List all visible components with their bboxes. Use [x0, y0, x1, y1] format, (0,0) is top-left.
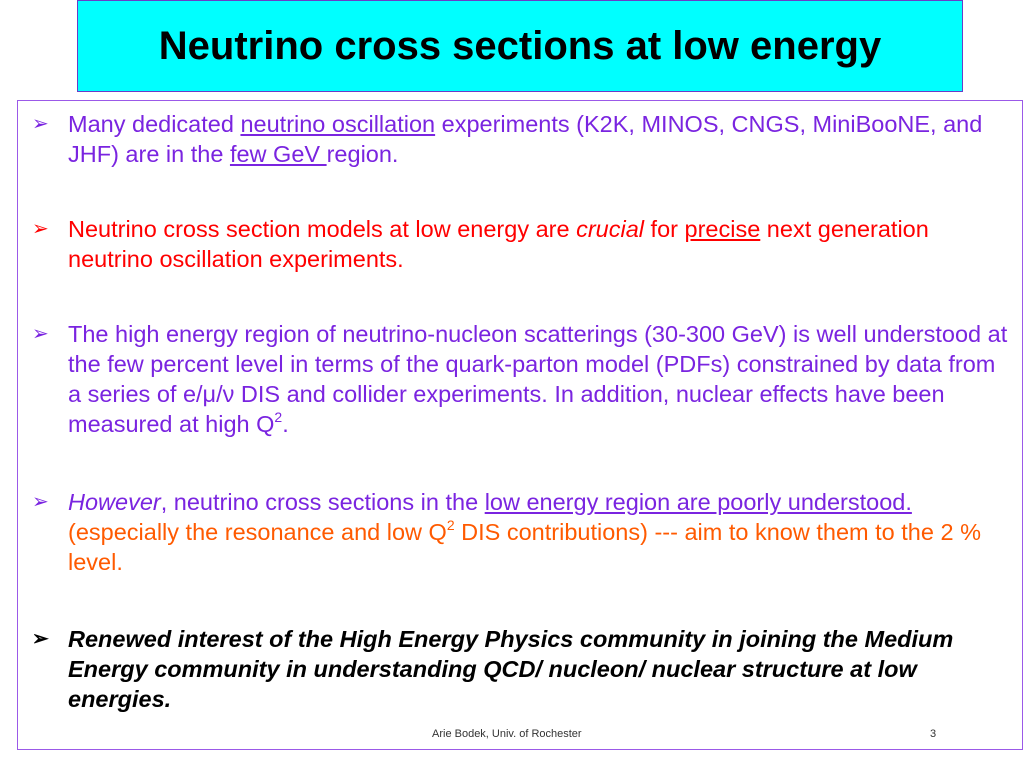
bullet-5	[32, 624, 1014, 714]
underlined-term: low energy region are poorly understood.	[484, 489, 912, 515]
text-segment: for	[644, 216, 685, 242]
arrow-right-icon: ➢	[32, 491, 49, 513]
italic-term: crucial	[576, 216, 645, 242]
bullet-5-text: Renewed interest of the High Energy Physics community in joining the Medium Energy community in understanding QCD/ nucleon/ nuclear structure at low energies.	[68, 626, 954, 712]
bullet-2	[32, 214, 1014, 274]
bullet-4	[32, 487, 1014, 577]
superscript: 2	[274, 409, 283, 425]
text-segment: region.	[326, 141, 399, 167]
content-box	[17, 100, 1023, 750]
footer-author: Arie Bodek, Univ. of Rochester	[432, 728, 582, 740]
text-segment: , neutrino cross sections in the	[160, 489, 485, 515]
italic-term: However	[68, 489, 161, 515]
text-segment: DIS contributions) --- aim to know them to the 2 % level.	[68, 519, 981, 575]
superscript: 2	[446, 517, 455, 533]
footer-page-number: 3	[930, 728, 937, 740]
underlined-term: few GeV	[229, 141, 327, 167]
text-segment: (especially the resonance and low Q	[68, 519, 447, 545]
arrow-right-icon: ➢	[32, 113, 49, 135]
text-segment: next generation neutrino oscillation experiments.	[68, 216, 929, 272]
text-segment: .	[282, 411, 289, 437]
text-segment: Many dedicated	[68, 111, 241, 137]
text-segment: The high energy region of neutrino-nucleon scatterings (30-300 GeV) is well understood at the few percent level in terms of the quark-parton model (PDFs) constrained by data from a series of e/μ/ν DIS and collider experiments. In addition, nuclear effects have been measured at high Q	[68, 321, 1008, 437]
bullet-2-text	[68, 214, 1014, 274]
text-segment: Neutrino cross section models at low energy are	[68, 216, 577, 242]
title-box	[77, 0, 963, 92]
underlined-term: precise	[684, 216, 761, 242]
bullet-1-text	[68, 109, 1014, 169]
arrow-right-icon: ➢	[32, 628, 49, 650]
arrow-right-icon: ➢	[32, 323, 49, 345]
bullet-3-text	[68, 319, 1014, 439]
bullet-3	[32, 319, 1014, 439]
bullet-1	[32, 109, 1014, 169]
underlined-term: neutrino oscillation	[240, 111, 436, 137]
arrow-right-icon: ➢	[32, 218, 49, 240]
slide-title: Neutrino cross sections at low energy	[158, 23, 882, 68]
bullet-4-text	[68, 487, 1014, 577]
text-segment: experiments (K2K, MINOS, CNGS, MiniBooNE, and JHF) are in the	[68, 111, 983, 167]
